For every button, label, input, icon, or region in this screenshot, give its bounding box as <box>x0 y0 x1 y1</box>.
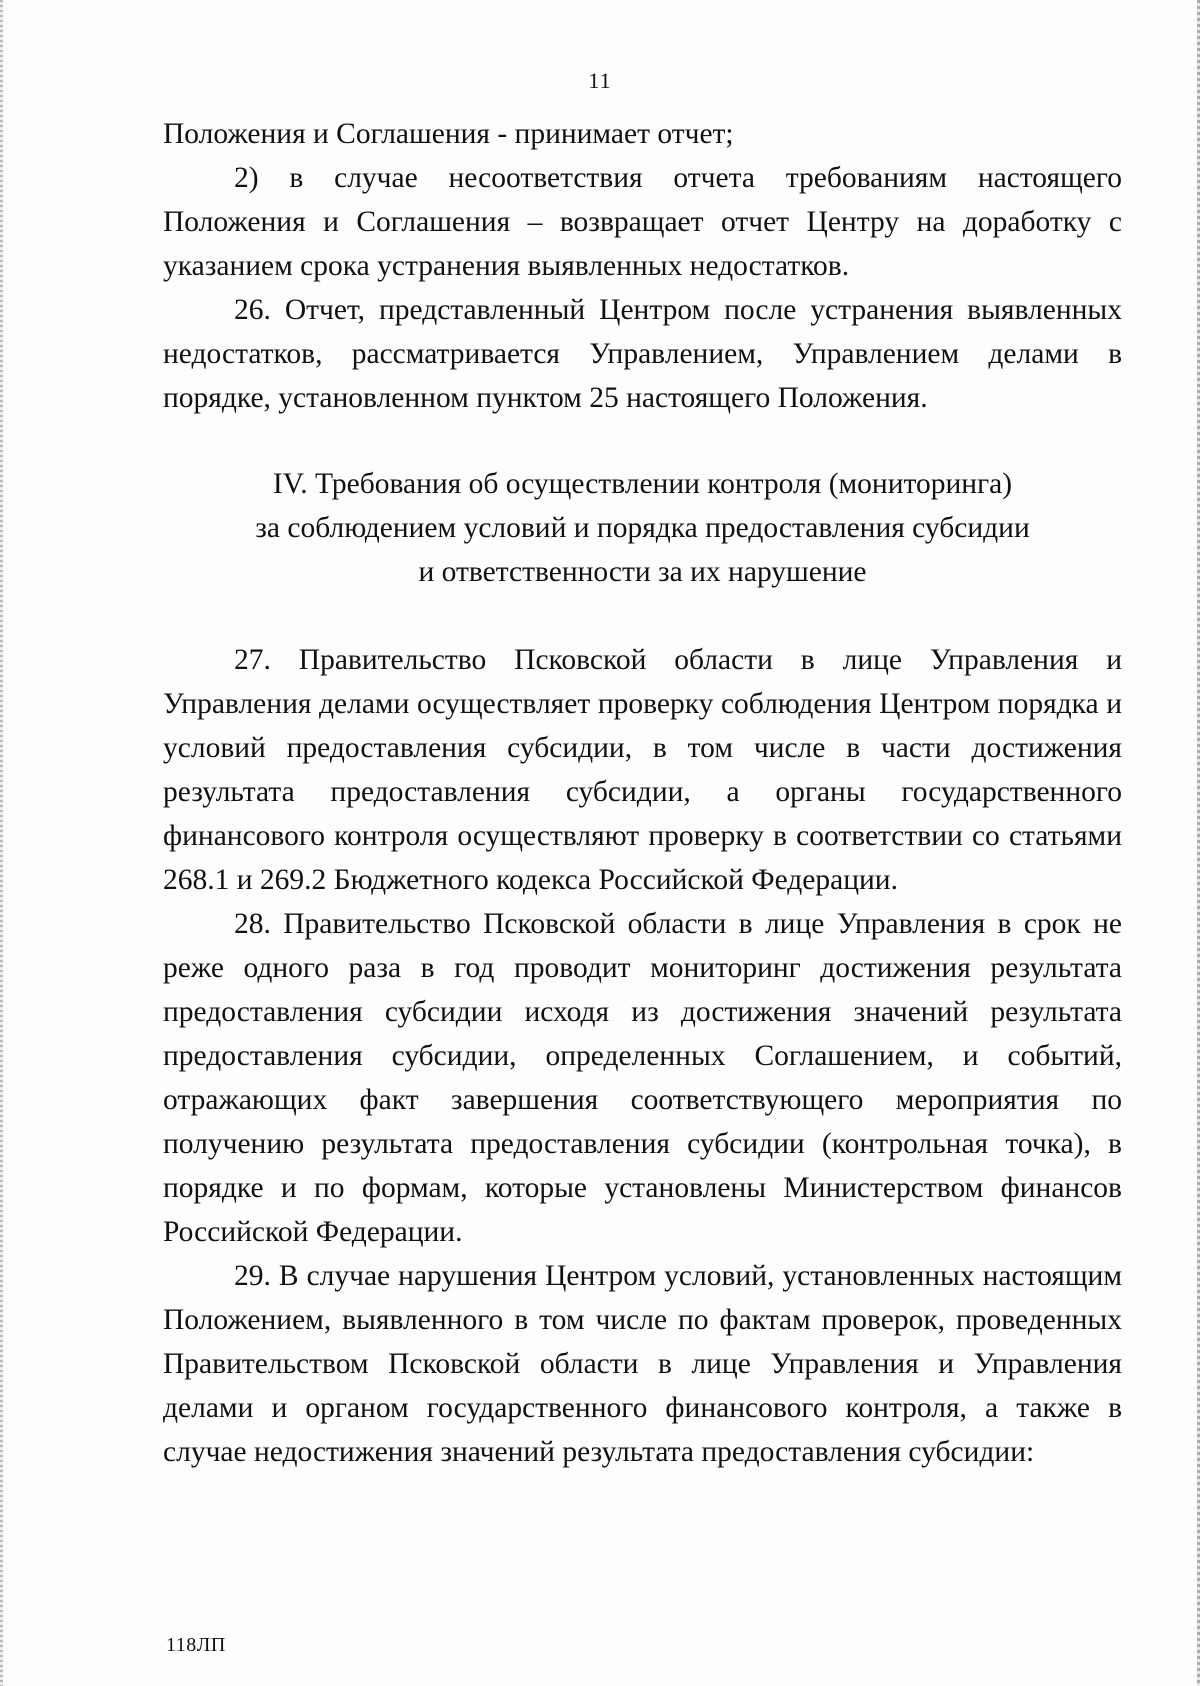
section-heading <box>163 462 1122 594</box>
section-heading-line-2: за соблюдением условий и порядка предоставления субсидии <box>255 512 1030 544</box>
paragraph-continuation: Положения и Соглашения - принимает отчет; <box>163 118 734 150</box>
paragraph-26: 26. Отчет, представленный Центром после устранения выявленных недостатков, рассматривается Управлением, Управлением делами в порядке, установленном пунктом 25 настоящего Положения. <box>163 294 1122 414</box>
page-number: 11 <box>588 68 612 93</box>
section-heading-line-3: и ответственности за их нарушение <box>418 556 867 588</box>
section-heading-line-1: IV. Требования об осуществлении контроля (мониторинга) <box>272 468 1013 500</box>
paragraph-27: 27. Правительство Псковской области в лице Управления и Управления делами осуществляет проверку соблюдения Центром порядка и условий предоставления субсидии, в том числе в части достижения результата предоставления субсидии, а органы государственного финансового контроля осуществляют проверку в соответствии со статьями 268.1 и 269.2 Бюджетного кодекса Российской Федерации. <box>163 644 1122 896</box>
section-text-block <box>163 638 1122 1474</box>
document-code: 118ЛП <box>166 1634 226 1656</box>
paragraph-28: 28. Правительство Псковской области в лице Управления в срок не реже одного раза в год проводит мониторинг достижения результата предоставления субсидии исходя из достижения значений результата предоставления субсидии, определенных Соглашением, и событий, отражающих факт завершения соответствующего мероприятия по получению результата предоставления субсидии (контрольная точка), в порядке и по формам, которые установлены Министерством финансов Российской Федерации. <box>163 908 1122 1248</box>
top-text-block <box>163 112 1122 420</box>
paragraph-29: 29. В случае нарушения Центром условий, установленных настоящим Положением, выявленного в том числе по фактам проверок, проведенных Правительством Псковской области в лице Управления и Управления делами и органом государственного финансового контроля, а также в случае недостижения значений результата предоставления субсидии: <box>163 1260 1122 1468</box>
paragraph-item-2: 2) в случае несоответствия отчета требованиям настоящего Положения и Соглашения – возвращает отчет Центру на доработку с указанием срока устранения выявленных недостатков. <box>163 162 1122 282</box>
scan-edge-left <box>0 0 3 1686</box>
